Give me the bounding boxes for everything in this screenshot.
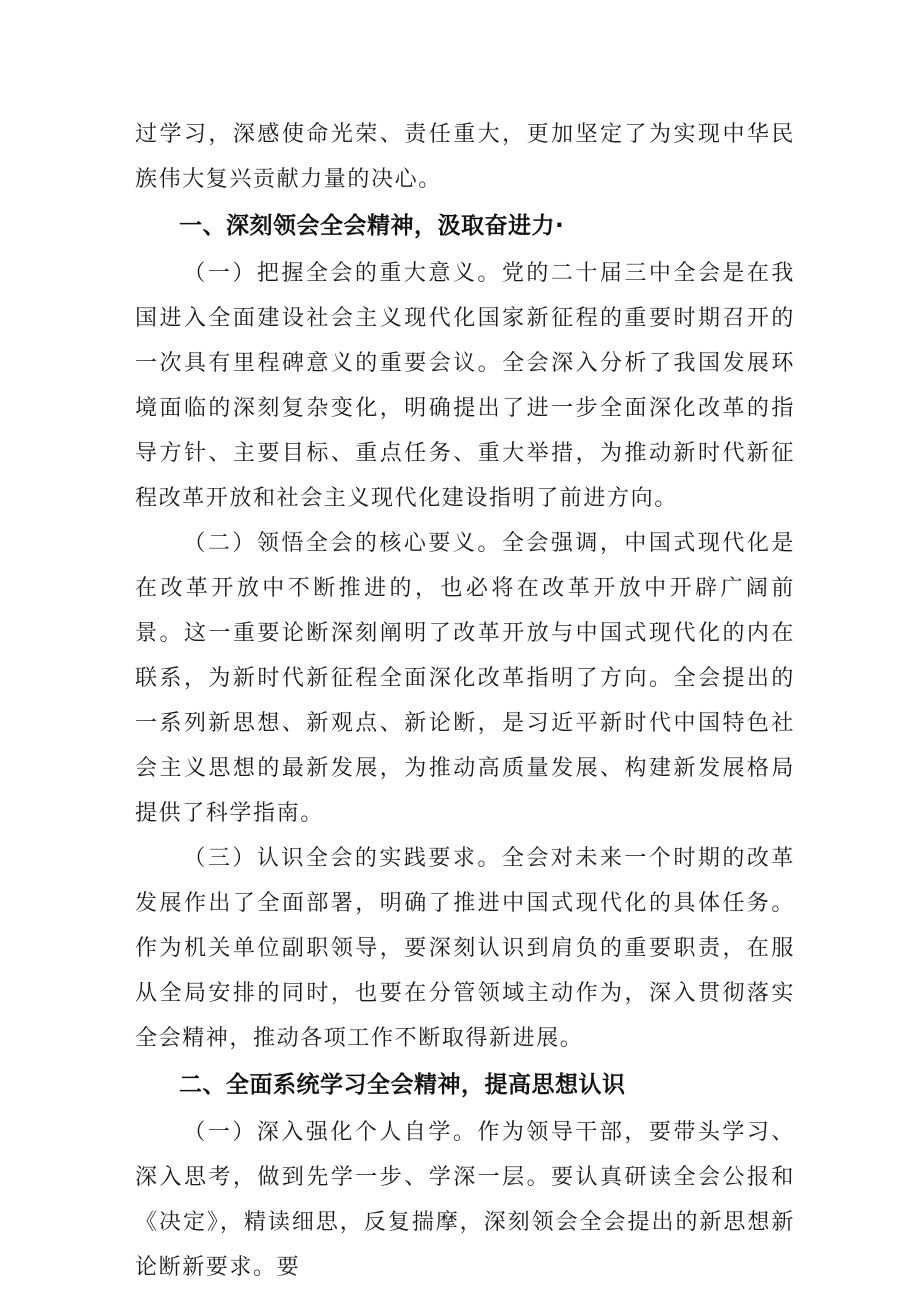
section-1-paragraph-2: （二）领悟全会的核心要义。全会强调，中国式现代化是在改革开放中不断推进的，也必将在改革开放中开辟广阔前景。这一重要论断深刻阐明了改革开放与中国式现代化的内在联系，为新时代新征程全面深化改革指明了方向。全会提出的一系列新思想、新观点、新论断，是习近平新时代中国特色社会主义思想的最新发展，为推动高质量发展、构建新发展格局提供了科学指南。: [135, 531, 795, 826]
intro-paragraph: 过学习，深感使命光荣、责任重大，更加坚定了为实现中华民族伟大复兴贡献力量的决心。: [135, 122, 795, 192]
section-2-paragraph-1: （一）深入强化个人自学。作为领导干部，要带头学习、深入思考，做到先学一步、学深一层。要认真研读全会公报和《决定》，精读细思，反复揣摩，深刻领会全会提出的新思想新论断新要求。要: [135, 1120, 795, 1280]
section-1-paragraph-1: （一）把握全会的重大意义。党的二十届三中全会是在我国进入全面建设社会主义现代化国家新征程的重要时期召开的一次具有里程碑意义的重要会议。全会深入分析了我国发展环境面临的深刻复杂变化，明确提出了进一步全面深化改革的指导方针、主要目标、重点任务、重大举措，为推动新时代新征程改革开放和社会主义现代化建设指明了前进方向。: [135, 261, 795, 511]
section-1-heading: 一、深刻领会全会精神，汲取奋进力·: [179, 213, 565, 239]
document-body: [135, 112, 795, 1290]
section-2-heading: 二、全面系统学习全会精神，提高思想认识: [179, 1072, 626, 1098]
section-1-paragraph-3: （三）认识全会的实践要求。全会对未来一个时期的改革发展作出了全面部署，明确了推进中国式现代化的具体任务。作为机关单位副职领导，要深刻认识到肩负的重要职责，在服从全局安排的同时，也要在分管领域主动作为，深入贯彻落实全会精神，推动各项工作不断取得新进展。: [135, 846, 795, 1051]
